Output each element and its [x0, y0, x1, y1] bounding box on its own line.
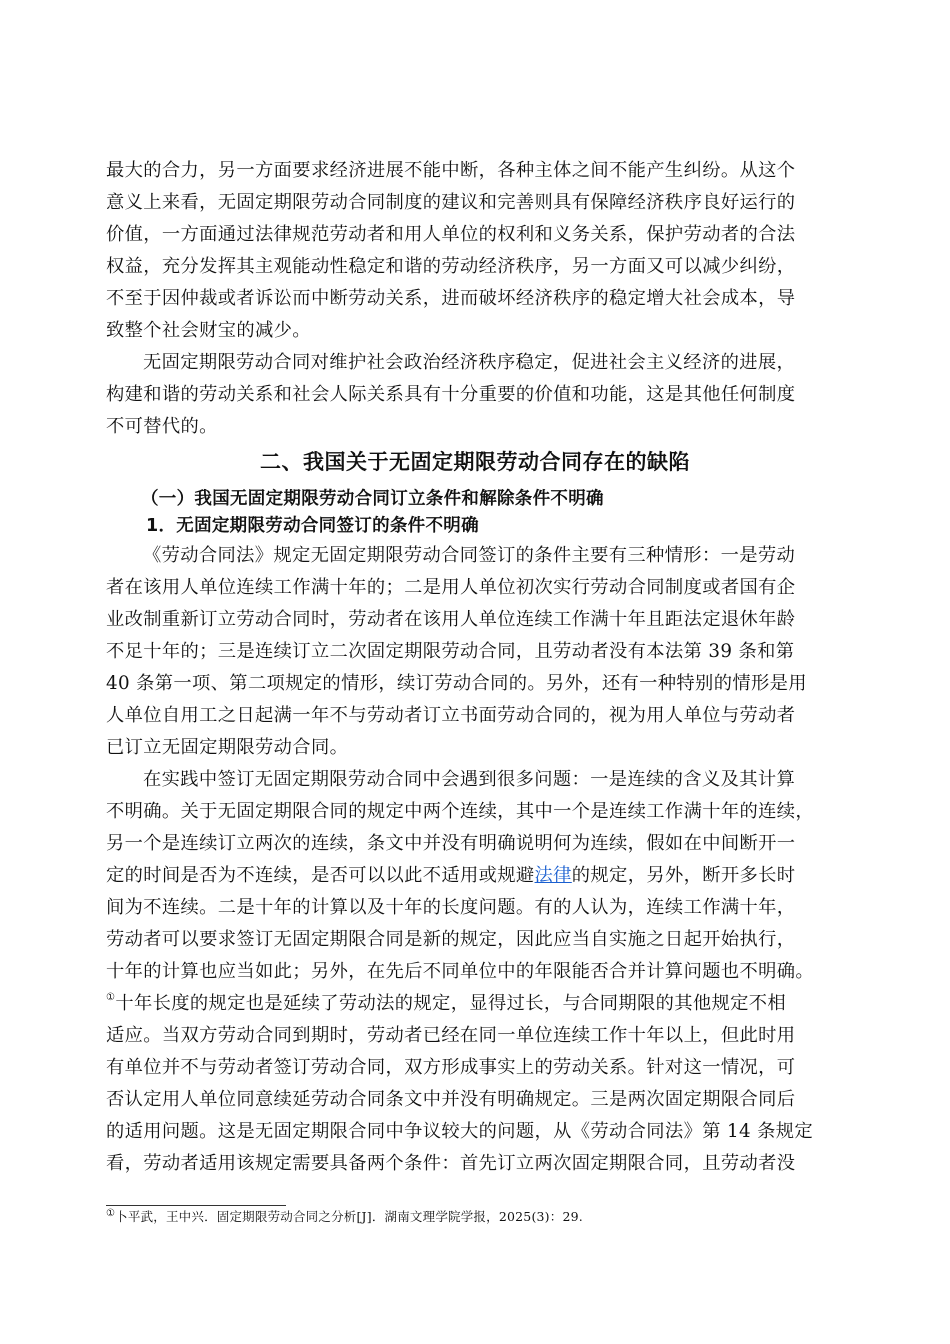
para4-text: 的规定，另外，断开多长时 — [571, 865, 796, 886]
para4-line: 有单位并不与劳动者签订劳动合同，双方形成事实上的劳动关系。针对这一情况，可 — [106, 1057, 796, 1078]
para4-text: 十年长度的规定也是延续了劳动法的规定，显得过长，与合同期限的其他规定不相 — [115, 993, 787, 1014]
para4-line: 不明确。关于无固定期限合同的规定中两个连续，其中一个是连续工作满十年的连续， — [106, 801, 814, 822]
para4-text: 定的时间是否为不连续，是否可以以此不适用或规避 — [106, 865, 535, 886]
para1-line: 价值，一方面通过法律规范劳动者和用人单位的权利和义务关系，保护劳动者的合法 — [106, 224, 796, 245]
para4-line: 劳动者可以要求签订无固定期限合同是新的规定，因此应当自实施之日起开始执行， — [106, 929, 796, 950]
para2-line: 不可替代的。 — [106, 416, 218, 437]
para1-line: 致整个社会财宝的减少。 — [106, 320, 311, 341]
para4-line: 十年的计算也应当如此；另外，在先后不同单位中的年限能否合并计算问题也不明确。 — [106, 961, 814, 982]
para1-line: 权益，充分发挥其主观能动性稳定和谐的劳动经济秩序，另一方面又可以减少纠纷， — [106, 256, 796, 277]
para3-line: 不足十年的；三是连续订立二次固定期限劳动合同，且劳动者没有本法第 39 条和第 — [106, 641, 795, 662]
footnote-marker[interactable]: ① — [106, 992, 116, 1003]
para4-line: 间为不连续。二是十年的计算以及十年的长度问题。有的人认为，连续工作满十年， — [106, 897, 796, 918]
subsection-heading: （一）我国无固定期限劳动合同订立条件和解除条件不明确 — [141, 489, 604, 509]
para3-line: 业改制重新订立劳动合同时，劳动者在该用人单位连续工作满十年且距法定退休年龄 — [106, 609, 796, 630]
footnote-divider — [106, 1205, 286, 1206]
footnote-marker: ① — [106, 1208, 116, 1219]
footnote — [106, 1209, 583, 1225]
para4-line: 在实践中签订无固定期限劳动合同中会遇到很多问题：一是连续的含义及其计算 — [143, 769, 796, 790]
para3-line: 《劳动合同法》规定无固定期限劳动合同签订的条件主要有三种情形：一是劳动 — [143, 545, 796, 566]
para2-line: 无固定期限劳动合同对维护社会政治经济秩序稳定，促进社会主义经济的进展， — [143, 352, 796, 373]
para1-line: 最大的合力，另一方面要求经济进展不能中断，各种主体之间不能产生纠纷。从这个 — [106, 160, 796, 181]
para3-line: 者在该用人单位连续工作满十年的；二是用人单位初次实行劳动合同制度或者国有企 — [106, 577, 796, 598]
para4-line: 适应。当双方劳动合同到期时，劳动者已经在同一单位连续工作十年以上，但此时用 — [106, 1025, 796, 1046]
para4-line: 否认定用人单位同意续延劳动合同条文中并没有明确规定。三是两次固定期限合同后 — [106, 1089, 796, 1110]
subsubsection-heading: 1．无固定期限劳动合同签订的条件不明确 — [146, 516, 479, 536]
para1-line: 意义上来看，无固定期限劳动合同制度的建议和完善则具有保障经济秩序良好运行的 — [106, 192, 796, 213]
footnote-text: 卜平武，王中兴．固定期限劳动合同之分析[J]．湖南文理学院学报，2025(3)：29. — [115, 1209, 583, 1224]
para4-line: 的适用问题。这是无固定期限合同中争议较大的问题，从《劳动合同法》第 14 条规定 — [106, 1121, 814, 1142]
law-link[interactable]: 法律 — [534, 865, 572, 886]
para4-line — [106, 993, 836, 1015]
para3-line: 人单位自用工之日起满一年不与劳动者订立书面劳动合同的，视为用人单位与劳动者 — [106, 705, 796, 726]
para3-line: 40 条第一项、第二项规定的情形，续订劳动合同的。另外，还有一种特别的情形是用 — [106, 673, 807, 694]
section-heading: 二、我国关于无固定期限劳动合同存在的缺陷 — [260, 450, 690, 474]
para1-line: 不至于因仲裁或者诉讼而中断劳动关系，进而破坏经济秩序的稳定增大社会成本，导 — [106, 288, 796, 309]
para3-line: 已订立无固定期限劳动合同。 — [106, 737, 349, 758]
para2-line: 构建和谐的劳动关系和社会人际关系具有十分重要的价值和功能，这是其他任何制度 — [106, 384, 796, 405]
para4-line — [106, 865, 836, 887]
para4-line: 看，劳动者适用该规定需要具备两个条件：首先订立两次固定期限合同，且劳动者没 — [106, 1153, 796, 1174]
para4-line: 另一个是连续订立两次的连续，条文中并没有明确说明何为连续，假如在中间断开一 — [106, 833, 796, 854]
